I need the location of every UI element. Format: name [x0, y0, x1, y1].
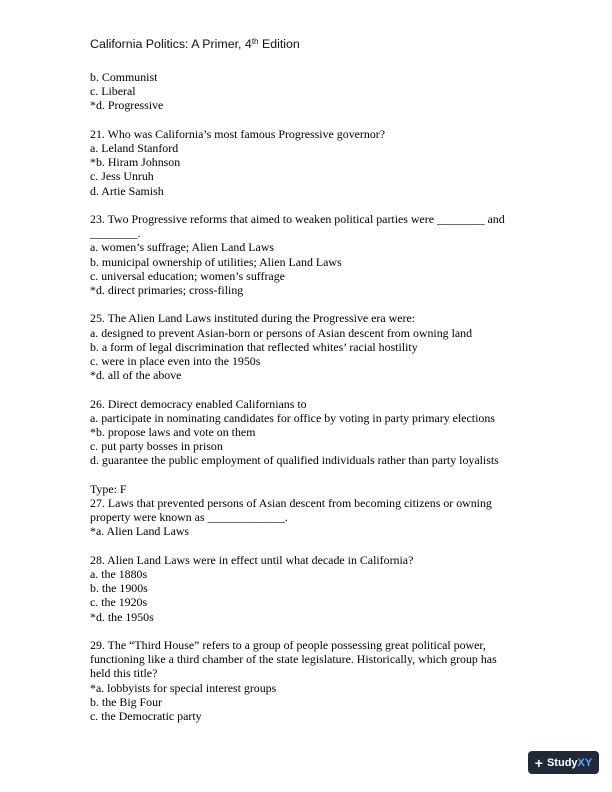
answer-option: c. universal education; women’s suffrage: [90, 268, 285, 283]
question-block: [90, 553, 520, 624]
brand-accent: XY: [577, 756, 593, 769]
answer-option: *d. the 1950s: [90, 609, 154, 624]
header-title-superscript: th: [251, 37, 259, 46]
question-text: 27. Laws that prevented persons of Asian descent from becoming citizens or owning property were known as _____________.: [90, 496, 492, 525]
answer-option: c. Liberal: [90, 84, 136, 99]
question-block: [90, 311, 520, 382]
answer-option: c. were in place even into the 1950s: [90, 354, 261, 369]
header-title-suffix: Edition: [258, 37, 300, 51]
question-text: 23. Two Progressive reforms that aimed to weaken political parties were ________ and ________.: [90, 212, 505, 241]
answer-option: a. women’s suffrage; Alien Land Laws: [90, 240, 275, 255]
plus-icon: +: [534, 754, 543, 771]
question-text: 26. Direct democracy enabled Californians to: [90, 396, 307, 411]
question-block: [90, 212, 520, 297]
answer-option: b. a form of legal discrimination that reflected whites’ racial hostility: [90, 339, 418, 354]
answer-option: c. the 1920s: [90, 595, 148, 610]
answer-option: *a. lobbyists for special interest groups: [90, 680, 277, 695]
answer-option: c. the Democratic party: [90, 709, 202, 724]
answer-option: a. the 1880s: [90, 567, 148, 582]
answer-option: b. the Big Four: [90, 694, 163, 709]
answer-option: c. Jess Unruh: [90, 169, 154, 184]
answer-option: a. designed to prevent Asian-born or persons of Asian descent from owning land: [90, 325, 473, 340]
answer-option: b. Communist: [90, 70, 158, 84]
question-text: 25. The Alien Land Laws instituted during the Progressive era were:: [90, 311, 416, 326]
question-text: 28. Alien Land Laws were in effect until what decade in California?: [90, 552, 414, 567]
answer-option: *d. direct primaries; cross-filing: [90, 283, 244, 298]
page-header: [90, 37, 300, 51]
question-text: 29. The “Third House” refers to a group of people possessing great political power, functioning like a third chamber of the state legislature. Historically, which group has held this title?: [90, 638, 497, 681]
question-type: Type: F: [90, 481, 127, 496]
question-block: [90, 397, 520, 468]
answer-option: *b. Hiram Johnson: [90, 155, 181, 170]
answer-option: c. put party bosses in prison: [90, 439, 223, 454]
question-list: [90, 70, 520, 737]
answer-option: a. participate in nominating candidates for office by voting in party primary elections: [90, 410, 495, 425]
answer-option: *d. Progressive: [90, 98, 164, 113]
answer-option: b. municipal ownership of utilities; Alien Land Laws: [90, 254, 342, 269]
answer-option: a. Leland Stanford: [90, 141, 179, 155]
answer-option: *d. all of the above: [90, 368, 182, 383]
answer-option: b. the 1900s: [90, 581, 148, 596]
question-block: [90, 482, 520, 539]
question-block: [90, 127, 520, 198]
header-title-prefix: California Politics: A Primer, 4: [90, 37, 252, 51]
question-block: [90, 638, 520, 723]
question-text: 21. Who was California’s most famous Progressive governor?: [90, 126, 386, 141]
answer-option: *a. Alien Land Laws: [90, 524, 190, 539]
answer-option: *b. propose laws and vote on them: [90, 425, 256, 440]
brand-main: Study: [546, 756, 578, 769]
studyxy-badge[interactable]: [528, 751, 599, 774]
answer-option: d. guarantee the public employment of qualified individuals rather than party loyalists: [90, 453, 499, 468]
answer-option: d. Artie Samish: [90, 183, 164, 198]
question-block: [90, 70, 520, 113]
